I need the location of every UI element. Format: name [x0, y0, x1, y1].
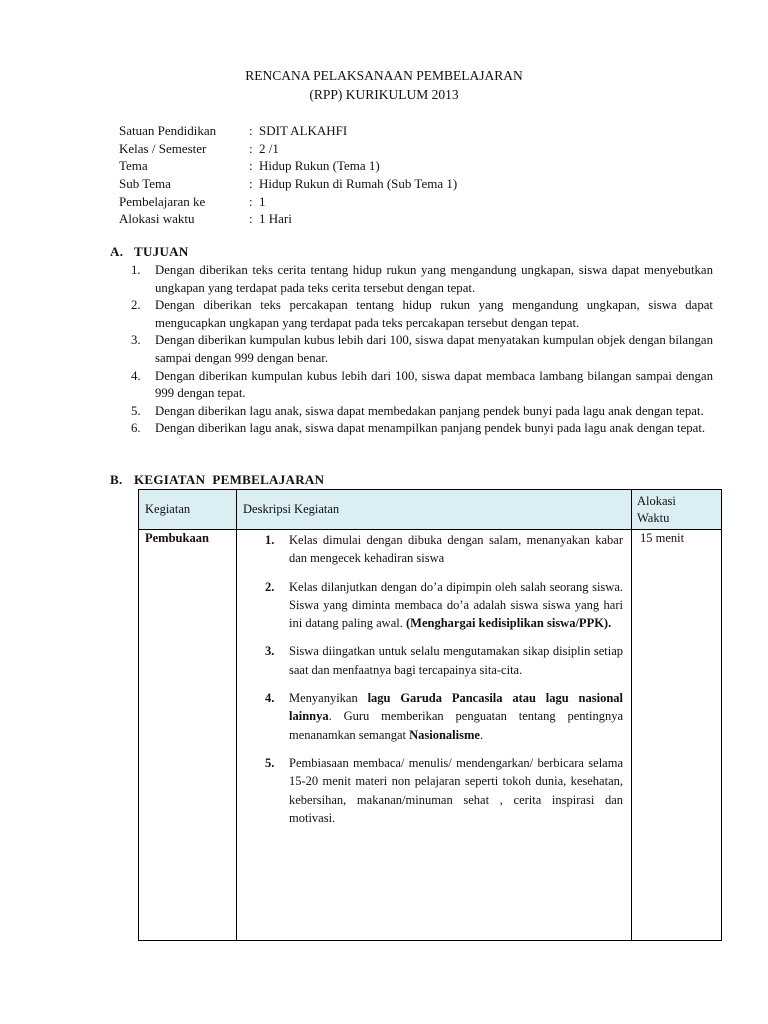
step-text: .: [479, 727, 484, 742]
step-number: 2.: [265, 579, 275, 594]
goal-item: [131, 403, 713, 421]
header-kegiatan: Kegiatan: [145, 502, 191, 516]
identity-label: Tema: [119, 158, 148, 174]
goal-text: Dengan diberikan kumpulan kubus lebih dari 100, siswa dapat membaca lambang bilangan sampai dengan 999 dengan tepat.: [155, 368, 713, 401]
identity-colon: :: [249, 211, 253, 227]
identity-colon: :: [249, 123, 253, 138]
step-emphasis: Nasionalisme: [409, 727, 480, 742]
identity-value: SDIT ALKAHFI: [259, 123, 348, 138]
step-emphasis: (Menghargai kedisiplikan siswa/PPK).: [405, 616, 612, 631]
goal-text: Dengan diberikan lagu anak, siswa dapat membedakan panjang pendek bunyi pada lagu anak dengan tepat.: [155, 403, 704, 418]
goal-item: [131, 368, 713, 403]
step-text: . Guru memberikan penguatan tentang pentingnya menanamkan semangat: [289, 709, 623, 742]
section-a-heading: [110, 244, 189, 260]
goal-text: Dengan diberikan kumpulan kubus lebih dari 100, siswa dapat menyatakan kumpulan objek dengan bilangan sampai dengan 999 dengan benar.: [155, 333, 713, 365]
identity-value: Hidup Rukun (Tema 1): [259, 158, 380, 174]
step-text: Pembiasaan membaca/ menulis/ mendengarkan/ berbicara selama 15-20 menit materi non pelajaran seperti tokoh dunia, kesehatan, kebersihan, makanan/minuman sehat , cerita inspirasi dan motivasi.: [289, 755, 623, 825]
section-a-letter: A.: [110, 244, 124, 259]
step-text: Menyanyikan: [289, 691, 368, 706]
section-a-title: TUJUAN: [134, 244, 189, 259]
goal-number: 1.: [131, 263, 141, 277]
goal-item: [131, 262, 713, 297]
identity-label: Pembelajaran ke: [119, 193, 206, 209]
activity-table: [138, 489, 722, 941]
activity-step: [243, 642, 623, 679]
identity-value: 1: [259, 193, 266, 209]
identity-value: 2 /1: [259, 140, 279, 156]
goal-list: [131, 262, 713, 438]
document-title: RENCANA PELAKSANAAN PEMBELAJARAN: [245, 68, 523, 83]
identity-colon: :: [249, 176, 253, 192]
goal-text: Dengan diberikan teks percakapan tentang hidup rukun yang mengandung ungkapan, siswa dapat mengucapkan ungkapan yang terdapat pada teks percakapan tersebut dengan tepat.: [155, 298, 713, 330]
identity-label: Sub Tema: [119, 176, 171, 192]
identity-value: Hidup Rukun di Rumah (Sub Tema 1): [259, 176, 458, 192]
goal-number: 6.: [131, 421, 141, 436]
identity-colon: :: [249, 140, 253, 156]
goal-item: [131, 420, 713, 438]
header-alokasi-line1: Alokasi: [637, 493, 676, 508]
identity-colon: :: [249, 158, 253, 174]
goal-number: 3.: [131, 333, 141, 348]
step-text: Siswa diingatkan untuk selalu mengutamakan sikap disiplin setiap saat dan menfaatnya bagi tercapainya sita-cita.: [289, 644, 623, 677]
column-divider: [631, 490, 632, 940]
goal-text: Dengan diberikan lagu anak, siswa dapat menampilkan panjang pendek bunyi pada lagu anak dengan tepat.: [155, 421, 706, 436]
header-alokasi: [637, 490, 676, 529]
activity-step: [243, 689, 623, 744]
table-header-row: [139, 490, 721, 530]
step-number: 3.: [265, 644, 275, 659]
identity-label: Satuan Pendidikan: [119, 123, 217, 138]
cell-kegiatan: Pembukaan: [145, 531, 209, 545]
goal-item: [131, 332, 713, 367]
goal-number: 2.: [131, 298, 141, 313]
activity-steps: [243, 531, 623, 837]
document-subtitle: (RPP) KURIKULUM 2013: [309, 87, 459, 102]
identity-label: Kelas / Semester: [119, 140, 207, 156]
step-text: Kelas dilanjutkan dengan do’a dipimpin oleh salah seorang siswa. Siswa yang diminta membaca do’a adalah siswa siswa yang hari ini datang paling awal.: [289, 579, 623, 631]
step-number: 5.: [265, 755, 275, 770]
cell-alokasi: 15 menit: [640, 531, 685, 545]
step-number: 4.: [265, 691, 275, 706]
step-number: 1.: [265, 533, 275, 547]
goal-number: 4.: [131, 368, 141, 383]
step-text: Kelas dimulai dengan dibuka dengan salam, menanyakan kabar dan mengecek kehadiran siswa: [289, 533, 623, 566]
section-b-letter: B.: [110, 472, 123, 487]
step-emphasis: lagu Garuda Pancasila atau lagu nasional lainnya: [289, 691, 623, 724]
section-b-title: KEGIATAN PEMBELAJARAN: [134, 472, 325, 487]
section-b-heading: [110, 472, 324, 488]
activity-step: [243, 531, 623, 568]
goal-text: Dengan diberikan teks cerita tentang hidup rukun yang mengandung ungkapan, siswa dapat menyebutkan ungkapan yang terdapat pada teks cerita tersebut dengan tepat.: [155, 263, 713, 295]
activity-step: [243, 578, 623, 633]
column-divider: [236, 490, 237, 940]
activity-step: [243, 754, 623, 827]
goal-item: [131, 297, 713, 332]
identity-colon: :: [249, 193, 253, 209]
identity-value: 1 Hari: [259, 211, 292, 227]
goal-number: 5.: [131, 403, 141, 418]
identity-label: Alokasi waktu: [119, 211, 195, 227]
header-alokasi-line2: Waktu: [637, 510, 670, 525]
header-deskripsi: Deskripsi Kegiatan: [243, 502, 340, 516]
